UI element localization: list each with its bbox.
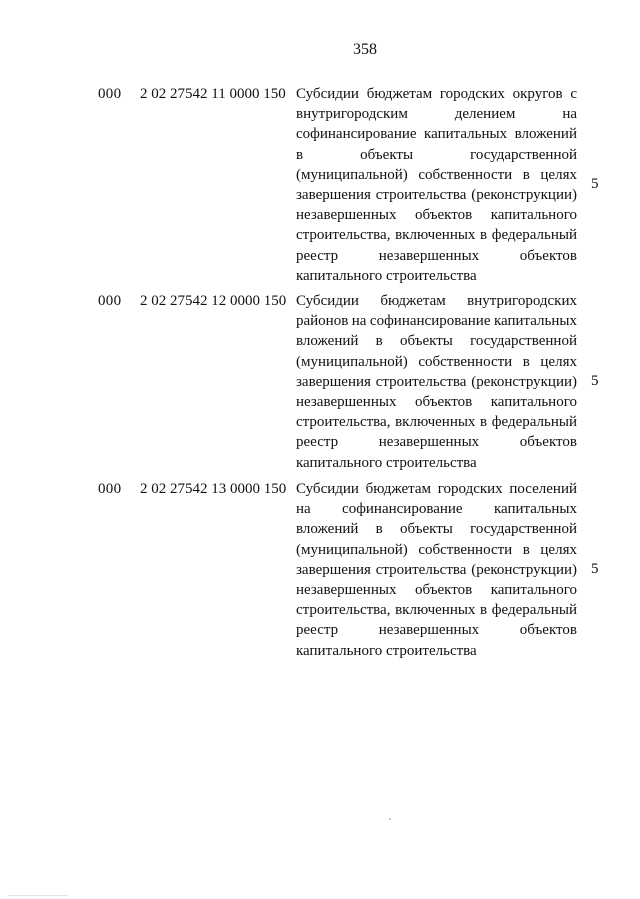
word: поселений [509, 481, 577, 497]
word: федеральный [491, 602, 577, 619]
word: бюджетам [365, 481, 432, 497]
word: вложений [296, 521, 359, 538]
word: (реконструкции) [471, 561, 577, 578]
description-line [296, 104, 577, 124]
word: капитального [490, 207, 577, 224]
word: в [522, 541, 530, 558]
word: объектов [519, 247, 577, 264]
word: государственной [470, 521, 577, 538]
word: Субсидии [296, 86, 359, 102]
word: внутригородским [296, 106, 408, 123]
word: объектов [415, 581, 473, 598]
description-line [296, 205, 577, 225]
value-cell: 5 [591, 373, 599, 389]
word: строительства [375, 186, 467, 203]
description-line [296, 124, 577, 144]
description-line [296, 311, 577, 331]
description-line [296, 225, 577, 245]
description-line [296, 392, 577, 412]
description-line [296, 432, 577, 452]
word: строительства, [296, 414, 391, 431]
description-line [296, 145, 577, 165]
word: вложений [296, 333, 359, 350]
word: включенных [395, 602, 476, 619]
word: завершения [296, 373, 371, 390]
word: государственной [470, 146, 577, 163]
description-line [296, 84, 577, 104]
word: строительства [375, 373, 467, 390]
word: (реконструкции) [471, 373, 577, 390]
word: завершения [296, 186, 371, 203]
value-cell: 5 [591, 176, 599, 192]
word: в [480, 602, 488, 619]
word: (муниципальной) [296, 353, 408, 370]
word: строительства [375, 561, 467, 578]
word: в [480, 227, 488, 244]
word: внутригородских [467, 293, 577, 309]
word: (муниципальной) [296, 166, 408, 183]
word: районов [296, 313, 349, 330]
budget-classification-code: 2 02 27542 12 0000 150 [140, 293, 287, 309]
description [296, 84, 577, 286]
word: незавершенных [378, 434, 480, 451]
word: незавершенных [296, 207, 397, 224]
word: реестр [296, 247, 339, 264]
word: капитального [490, 393, 577, 410]
word: делением [454, 106, 516, 123]
word: (реконструкции) [471, 186, 577, 203]
word: софинансирование [296, 126, 417, 143]
word: незавершенных [296, 581, 397, 598]
word: в [296, 146, 304, 163]
description [296, 291, 577, 473]
word: бюджетам [366, 86, 433, 102]
word: городских [437, 481, 503, 497]
word: незавершенных [296, 393, 397, 410]
value-cell: 5 [591, 561, 599, 577]
description-line [296, 479, 577, 499]
word: (муниципальной) [296, 541, 408, 558]
word: капитального строительства [296, 642, 477, 659]
word: включенных [395, 227, 476, 244]
word: объектов [519, 622, 577, 639]
word: незавершенных [378, 622, 480, 639]
description-line [296, 453, 577, 473]
description-line [296, 291, 577, 311]
description-line [296, 620, 577, 640]
description-line [296, 499, 577, 519]
word: капитального [490, 581, 577, 598]
word: бюджетам [380, 293, 446, 309]
word: объекты [399, 333, 453, 350]
word: Субсидии [296, 293, 359, 309]
description-line [296, 185, 577, 205]
word: на [296, 501, 311, 518]
description-line [296, 641, 577, 661]
word: завершения [296, 561, 371, 578]
word: капитального строительства [296, 267, 477, 284]
word: собственности [418, 353, 513, 370]
word: незавершенных [378, 247, 480, 264]
description-line [296, 352, 577, 372]
word: софинансирование [369, 313, 491, 330]
description-line [296, 165, 577, 185]
word: строительства, [296, 602, 391, 619]
word: в [480, 414, 488, 431]
description-line [296, 266, 577, 286]
word: включенных [395, 414, 476, 431]
word: с [570, 86, 577, 102]
page-number: 358 [353, 41, 377, 58]
word: объектов [415, 207, 473, 224]
word: городских [439, 86, 505, 102]
word: целях [540, 353, 577, 370]
word: реестр [296, 622, 339, 639]
description [296, 479, 577, 661]
description-line [296, 540, 577, 560]
description-line [296, 412, 577, 432]
word: строительства, [296, 227, 391, 244]
word: федеральный [491, 227, 577, 244]
word: реестр [296, 434, 339, 451]
word: целях [540, 166, 577, 183]
description-line [296, 372, 577, 392]
word: федеральный [491, 414, 577, 431]
word: вложений [514, 126, 577, 143]
word: собственности [418, 541, 513, 558]
admin-code: 000 [98, 481, 122, 497]
word: объектов [519, 434, 577, 451]
budget-classification-code: 2 02 27542 13 0000 150 [140, 481, 287, 497]
word: капитальных [424, 126, 508, 143]
word: Субсидии [296, 481, 359, 497]
word: капитальных [493, 501, 577, 518]
word: целях [540, 541, 577, 558]
description-line [296, 560, 577, 580]
word: на [351, 313, 367, 330]
word: государственной [470, 333, 577, 350]
word: объекты [399, 521, 453, 538]
word: объектов [415, 393, 473, 410]
word: объекты [360, 146, 414, 163]
word: софинансирование [342, 501, 463, 518]
word: в [522, 353, 530, 370]
description-line [296, 331, 577, 351]
word: капитального строительства [296, 454, 477, 471]
word: капитальных [493, 313, 577, 330]
word: округов [512, 86, 563, 102]
word: собственности [418, 166, 513, 183]
description-line [296, 580, 577, 600]
description-line [296, 600, 577, 620]
admin-code: 000 [98, 293, 122, 309]
admin-code: 000 [98, 86, 122, 102]
word: в [375, 521, 383, 538]
word: в [375, 333, 383, 350]
description-line [296, 519, 577, 539]
description-line [296, 246, 577, 266]
word: в [522, 166, 530, 183]
budget-classification-code: 2 02 27542 11 0000 150 [140, 86, 286, 102]
scan-speck [389, 818, 391, 820]
word: на [562, 106, 577, 123]
scan-edge [8, 895, 68, 896]
